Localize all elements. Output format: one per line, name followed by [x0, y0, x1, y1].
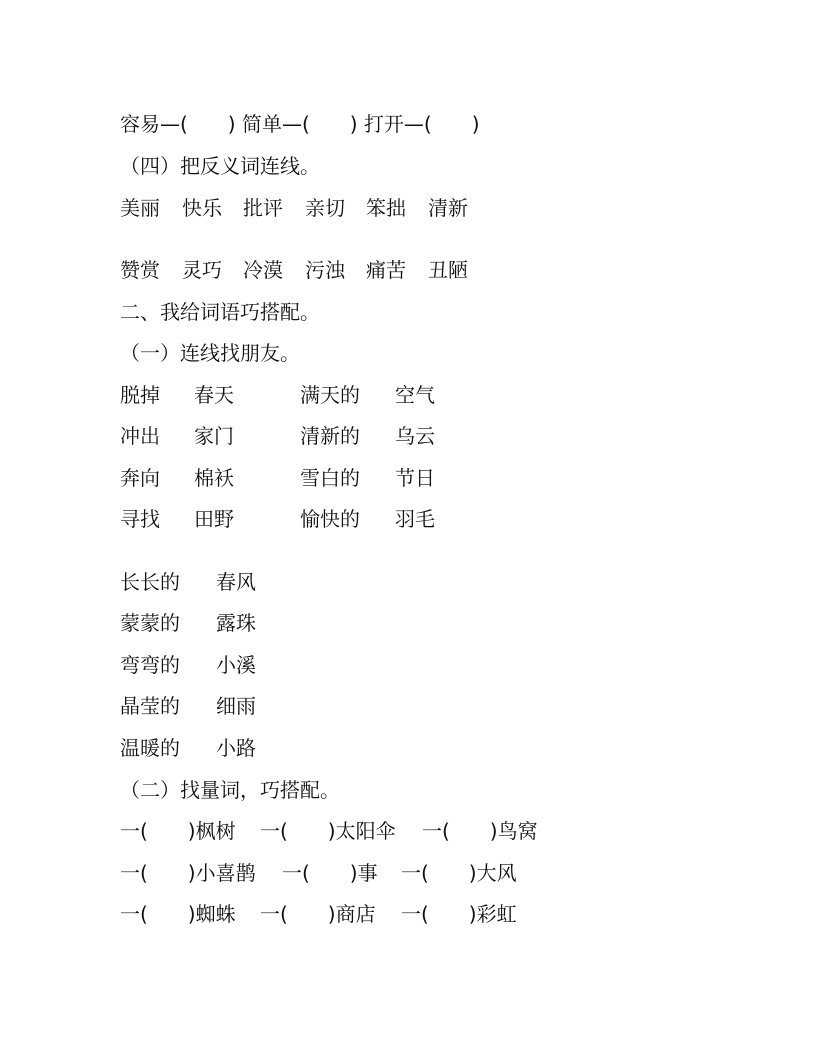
matching-word: 家门	[194, 424, 234, 448]
antonyms-bottom-row	[120, 257, 520, 283]
measure-word-blank: 一( )商店	[260, 902, 376, 926]
matching-row	[120, 506, 480, 532]
adjective-row	[120, 569, 320, 595]
measure-word-row	[120, 901, 580, 927]
measure-word-blank: 一( )小喜鹊	[120, 861, 256, 885]
antonym-word: 清新	[428, 196, 468, 220]
matching-word: 愉快的	[300, 507, 360, 531]
matching-row	[120, 382, 480, 408]
measure-word-blank: 一( )蜘蛛	[120, 902, 236, 926]
matching-word: 冲出	[120, 424, 160, 448]
adjective-word: 晶莹的	[120, 694, 180, 718]
antonym-word: 笨拙	[366, 196, 406, 220]
part-2-heading: 二、我给词语巧搭配。	[120, 300, 320, 324]
noun-word: 春风	[216, 570, 256, 594]
section-4-heading: （四）把反义词连线。	[120, 154, 320, 178]
matching-word: 春天	[194, 383, 234, 407]
antonym-word: 快乐	[182, 196, 222, 220]
noun-word: 小溪	[216, 653, 256, 677]
matching-word: 乌云	[395, 424, 435, 448]
measure-word-blank: 一( )鸟窝	[422, 819, 538, 843]
adjective-word: 温暖的	[120, 736, 180, 760]
measure-word-row	[120, 818, 580, 844]
noun-word: 细雨	[216, 694, 256, 718]
antonym-word: 亲切	[305, 196, 345, 220]
matching-word: 满天的	[300, 383, 360, 407]
measure-word-row	[120, 860, 580, 886]
antonym-word: 冷漠	[243, 258, 283, 282]
antonym-word: 美丽	[120, 196, 160, 220]
matching-word: 棉袄	[194, 466, 234, 490]
adjective-row	[120, 693, 320, 719]
matching-word: 田野	[194, 507, 234, 531]
adjective-row	[120, 735, 320, 761]
adjective-row	[120, 610, 320, 636]
adjective-row	[120, 652, 320, 678]
antonyms-top-row	[120, 195, 520, 221]
antonym-word: 赞赏	[120, 258, 160, 282]
measure-word-blank: 一( )事	[282, 861, 378, 885]
section-2-heading: （二）找量词，巧搭配。	[120, 778, 340, 802]
measure-word-blank: 一( )大风	[401, 861, 517, 885]
matching-word: 空气	[395, 383, 435, 407]
antonym-word: 污浊	[305, 258, 345, 282]
matching-word: 奔向	[120, 466, 160, 490]
measure-word-blank: 一( )太阳伞	[260, 819, 396, 843]
antonym-word: 丑陋	[428, 258, 468, 282]
matching-row	[120, 465, 480, 491]
section-1-heading: （一）连线找朋友。	[120, 341, 300, 365]
antonym-word: 批评	[243, 196, 283, 220]
antonym-blank-line: 容易—( ) 简单—( ) 打开—( )	[120, 112, 480, 136]
matching-word: 节日	[395, 466, 435, 490]
matching-word: 脱掉	[120, 383, 160, 407]
adjective-word: 弯弯的	[120, 653, 180, 677]
matching-word: 寻找	[120, 507, 160, 531]
adjective-word: 蒙蒙的	[120, 611, 180, 635]
matching-word: 羽毛	[395, 507, 435, 531]
noun-word: 小路	[216, 736, 256, 760]
measure-word-blank: 一( )彩虹	[401, 902, 517, 926]
matching-word: 雪白的	[300, 466, 360, 490]
antonym-word: 痛苦	[366, 258, 406, 282]
antonym-word: 灵巧	[182, 258, 222, 282]
adjective-word: 长长的	[120, 570, 180, 594]
matching-word: 清新的	[300, 424, 360, 448]
noun-word: 露珠	[216, 611, 256, 635]
matching-row	[120, 423, 480, 449]
measure-word-blank: 一( )枫树	[120, 819, 236, 843]
